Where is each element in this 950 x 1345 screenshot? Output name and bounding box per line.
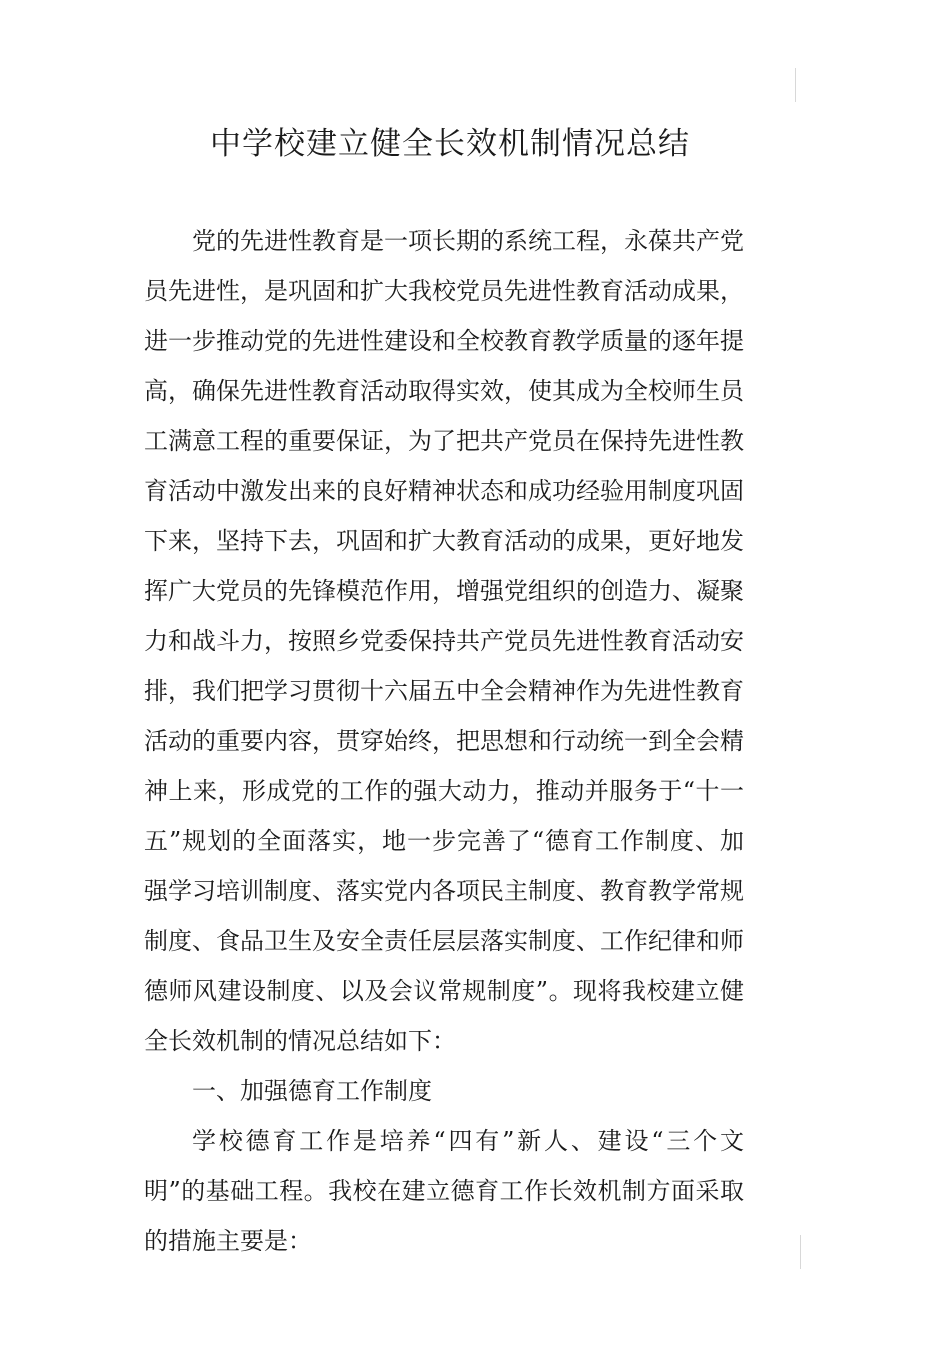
document-body <box>144 216 744 1266</box>
body-paragraph-section-1: 学校德育工作是培养“四有”新人、建设“三个文明”的基础工程。我校在建立德育工作长效机制方面采取的措施主要是： <box>144 1127 744 1255</box>
section-heading-1: 一、加强德育工作制度 <box>192 1077 432 1105</box>
crop-mark-top-right <box>795 68 796 102</box>
document-title: 中学校建立健全长效机制情况总结 <box>210 126 690 162</box>
crop-mark-bottom-right <box>800 1235 801 1269</box>
body-paragraph-intro: 党的先进性教育是一项长期的系统工程，永葆共产党员先进性，是巩固和扩大我校党员先进性教育活动成果，进一步推动党的先进性建设和全校教育教学质量的逐年提高，确保先进性教育活动取得实效，使其成为全校师生员工满意工程的重要保证，为了把共产党员在保持先进性教育活动中激发出来的良好精神状态和成功经验用制度巩固下来，坚持下去，巩固和扩大教育活动的成果，更好地发挥广大党员的先锋模范作用，增强党组织的创造力、凝聚力和战斗力，按照乡党委保持共产党员先进性教育活动安排，我们把学习贯彻十六届五中全会精神作为先进性教育活动的重要内容，贯穿始终，把思想和行动统一到全会精神上来，形成党的工作的强大动力，推动并服务于“十一五”规划的全面落实，地一步完善了“德育工作制度、加强学习培训制度、落实党内各项民主制度、教育教学常规制度、食品卫生及安全责任层层落实制度、工作纪律和师德师风建设制度、以及会议常规制度”。现将我校建立健全长效机制的情况总结如下： <box>144 227 744 1055</box>
